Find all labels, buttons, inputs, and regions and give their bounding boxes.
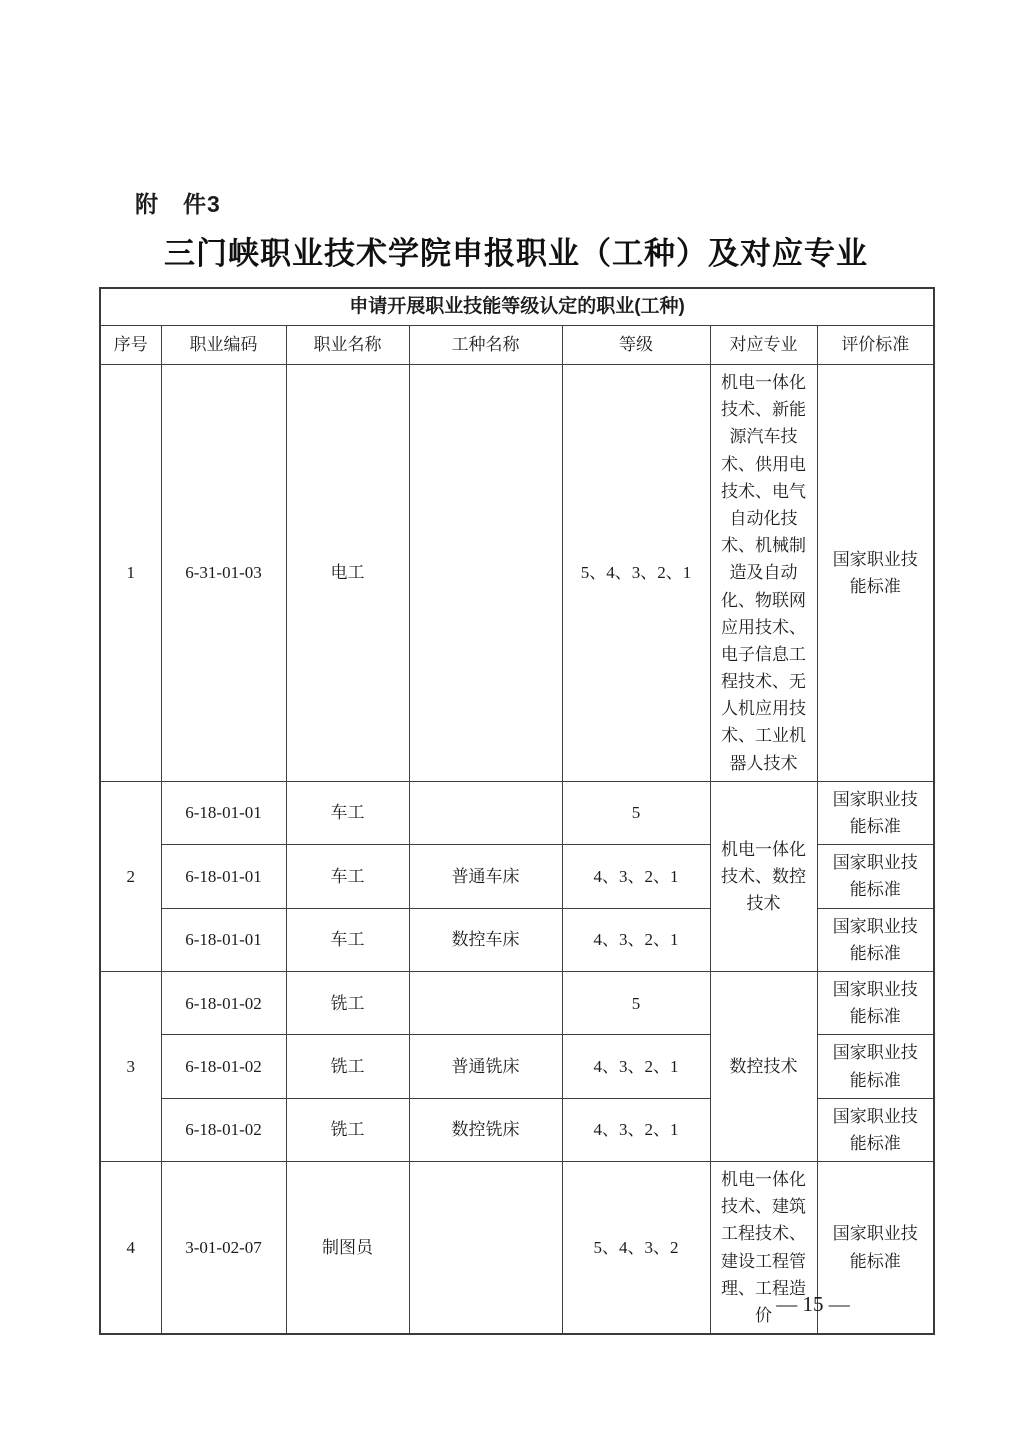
cell-majors: 机电一体化技术、数控技术 xyxy=(710,781,817,971)
col-header-majors: 对应专业 xyxy=(710,326,817,365)
cell-code: 6-18-01-01 xyxy=(161,845,286,908)
cell-code: 6-18-01-01 xyxy=(161,781,286,844)
col-header-levels: 等级 xyxy=(562,326,710,365)
cell-levels: 5、4、3、2 xyxy=(562,1162,710,1335)
cell-occupation: 制图员 xyxy=(286,1162,409,1335)
cell-work-type: 普通铣床 xyxy=(409,1035,562,1098)
cell-code: 6-18-01-02 xyxy=(161,1098,286,1161)
cell-occupation: 铣工 xyxy=(286,1098,409,1161)
cell-standard: 国家职业技能标准 xyxy=(817,365,934,782)
cell-occupation: 车工 xyxy=(286,908,409,971)
col-header-standard: 评价标准 xyxy=(817,326,934,365)
cell-levels: 4、3、2、1 xyxy=(562,1098,710,1161)
cell-levels: 4、3、2、1 xyxy=(562,1035,710,1098)
cell-code: 6-18-01-01 xyxy=(161,908,286,971)
occupations-table xyxy=(99,287,935,1335)
col-header-occupation: 职业名称 xyxy=(286,326,409,365)
cell-levels: 5、4、3、2、1 xyxy=(562,365,710,782)
cell-levels: 4、3、2、1 xyxy=(562,845,710,908)
cell-code: 6-31-01-03 xyxy=(161,365,286,782)
cell-standard: 国家职业技能标准 xyxy=(817,1162,934,1335)
table-header-row xyxy=(100,326,934,365)
cell-seq: 3 xyxy=(100,971,161,1161)
col-header-code: 职业编码 xyxy=(161,326,286,365)
cell-standard: 国家职业技能标准 xyxy=(817,971,934,1034)
cell-work-type: 数控车床 xyxy=(409,908,562,971)
cell-occupation: 铣工 xyxy=(286,971,409,1034)
cell-work-type: 普通车床 xyxy=(409,845,562,908)
cell-standard: 国家职业技能标准 xyxy=(817,908,934,971)
attachment-label: 附 件3 xyxy=(135,191,221,217)
cell-occupation: 电工 xyxy=(286,365,409,782)
cell-standard: 国家职业技能标准 xyxy=(817,1098,934,1161)
cell-levels: 5 xyxy=(562,781,710,844)
cell-standard: 国家职业技能标准 xyxy=(817,845,934,908)
table-row-group1 xyxy=(100,365,934,782)
cell-levels: 5 xyxy=(562,971,710,1034)
col-header-work-type: 工种名称 xyxy=(409,326,562,365)
cell-code: 6-18-01-02 xyxy=(161,971,286,1034)
cell-seq: 4 xyxy=(100,1162,161,1335)
cell-occupation: 铣工 xyxy=(286,1035,409,1098)
page-title: 三门峡职业技术学院申报职业（工种）及对应专业 xyxy=(164,236,868,271)
cell-majors: 机电一体化技术、建筑工程技术、建设工程管理、工程造价 xyxy=(710,1162,817,1335)
cell-work-type xyxy=(409,365,562,782)
cell-seq: 1 xyxy=(100,365,161,782)
cell-code: 6-18-01-02 xyxy=(161,1035,286,1098)
cell-occupation: 车工 xyxy=(286,781,409,844)
cell-majors: 机电一体化技术、新能源汽车技术、供用电技术、电气自动化技术、机械制造及自动化、物联网应用技术、电子信息工程技术、无人机应用技术、工业机器人技术 xyxy=(710,365,817,782)
cell-work-type xyxy=(409,781,562,844)
table-caption: 申请开展职业技能等级认定的职业(工种) xyxy=(100,288,934,326)
table-row-group3-1 xyxy=(100,971,934,1034)
cell-work-type xyxy=(409,971,562,1034)
cell-occupation: 车工 xyxy=(286,845,409,908)
cell-standard: 国家职业技能标准 xyxy=(817,781,934,844)
cell-standard: 国家职业技能标准 xyxy=(817,1035,934,1098)
cell-majors: 数控技术 xyxy=(710,971,817,1161)
page-number: — 15 — xyxy=(776,1292,850,1316)
cell-work-type xyxy=(409,1162,562,1335)
cell-seq: 2 xyxy=(100,781,161,971)
table-caption-row xyxy=(100,288,934,326)
cell-code: 3-01-02-07 xyxy=(161,1162,286,1335)
cell-levels: 4、3、2、1 xyxy=(562,908,710,971)
col-header-seq: 序号 xyxy=(100,326,161,365)
cell-work-type: 数控铣床 xyxy=(409,1098,562,1161)
table-row-group2-1 xyxy=(100,781,934,844)
